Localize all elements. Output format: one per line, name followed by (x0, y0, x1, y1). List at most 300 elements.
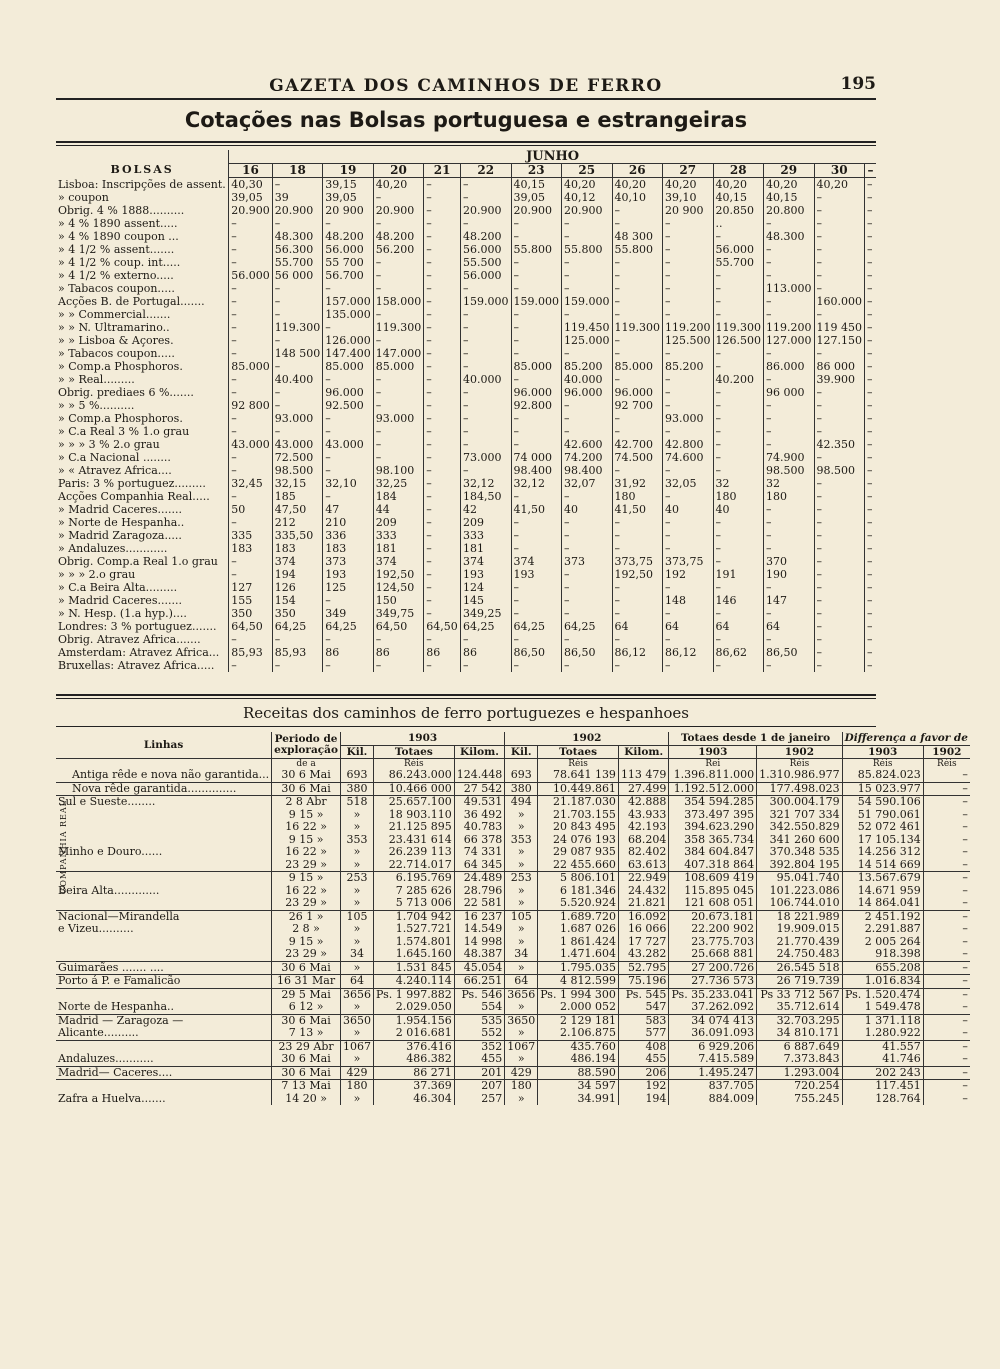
table-cell: 86 (461, 646, 512, 659)
table-cell: – (323, 425, 374, 438)
table-cell: 159.000 (511, 295, 562, 308)
table-cell: – (713, 451, 764, 464)
table-cell: 42.888 (618, 796, 669, 809)
table-cell: – (865, 191, 877, 204)
table-cell: 86.243.000 (373, 769, 454, 782)
day-header: 21 (424, 164, 461, 178)
table-cell: 150 (373, 594, 424, 607)
table-cell: – (923, 1053, 970, 1066)
table-cell: 6 12 » (272, 1001, 341, 1014)
table-cell: – (424, 659, 461, 672)
table-cell: – (511, 412, 562, 425)
table-row (56, 594, 876, 607)
table-cell: » (340, 846, 373, 859)
table-row (56, 769, 970, 782)
table-cell: 2 016.681 (373, 1027, 454, 1040)
table-cell: 350 (229, 607, 273, 620)
table-cell: 41,50 (511, 503, 562, 516)
table-cell: 39,05 (229, 191, 273, 204)
table-cell: – (663, 529, 714, 542)
table-cell: 3656 (340, 988, 373, 1001)
table-cell: 1 371.118 (842, 1014, 923, 1027)
table-row (56, 1066, 970, 1080)
table-cell: – (814, 477, 865, 490)
table-cell: 552 (454, 1027, 505, 1040)
table-cell: 32,15 (272, 477, 323, 490)
table-cell: 55.700 (272, 256, 323, 269)
table-cell: 3650 (505, 1014, 538, 1027)
table-row (56, 975, 970, 989)
table-cell: 96.000 (511, 386, 562, 399)
table-cell: 7.373.843 (757, 1053, 842, 1066)
table-cell: 193 (323, 568, 374, 581)
table-row (56, 360, 876, 373)
table-cell: – (562, 529, 613, 542)
table-cell: 159.000 (461, 295, 512, 308)
table-cell: 32,12 (511, 477, 562, 490)
table-cell: – (865, 230, 877, 243)
table-cell: 44 (373, 503, 424, 516)
table-cell: 22.200 902 (669, 923, 757, 936)
table-cell: – (612, 347, 663, 360)
table-cell: – (612, 581, 663, 594)
table-cell: 180 (764, 490, 815, 503)
table-cell: – (865, 659, 877, 672)
table-cell: 42.700 (612, 438, 663, 451)
table-cell: – (461, 633, 512, 646)
table-cell: 119.300 (713, 321, 764, 334)
col-kil-1903: Kil. (340, 745, 373, 759)
table-cell: 1.795.035 (538, 961, 619, 975)
table-cell: 63.613 (618, 859, 669, 872)
table-cell: – (511, 594, 562, 607)
table-cell: 22 581 (454, 897, 505, 910)
row-label: » 4 1/2 % externo..... (58, 269, 174, 282)
table-cell: 42.350 (814, 438, 865, 451)
table-cell: 86,50 (764, 646, 815, 659)
table-cell: – (461, 191, 512, 204)
table-cell: 27.499 (618, 782, 669, 796)
table-row (56, 334, 876, 347)
table-cell: 9 15 » (272, 809, 341, 822)
table-cell: 2 451.192 (842, 910, 923, 923)
table-row (56, 821, 970, 834)
table-cell: 48.300 (764, 230, 815, 243)
table-cell: – (229, 555, 273, 568)
table-cell: 64,25 (272, 620, 323, 633)
bolsas-col-label: BOLSAS (110, 162, 174, 176)
table-cell: – (865, 243, 877, 256)
table-cell: 655.208 (842, 961, 923, 975)
table-cell: – (663, 659, 714, 672)
table-cell: 55 700 (323, 256, 374, 269)
table-cell: 20.900 (562, 204, 613, 217)
table-cell: 74.500 (612, 451, 663, 464)
table-cell: – (562, 230, 613, 243)
row-label: Amsterdam: Atravez Africa... (58, 646, 220, 659)
table-cell: 918.398 (842, 948, 923, 961)
row-label: » » Lisboa & Açores. (58, 334, 174, 347)
table-cell: 192,50 (612, 568, 663, 581)
table-row (56, 1014, 970, 1027)
table-row (56, 425, 876, 438)
table-cell: 126 (272, 581, 323, 594)
table-cell: – (461, 308, 512, 321)
table-cell: – (323, 451, 374, 464)
table-cell: 36 492 (454, 809, 505, 822)
table-cell: – (373, 308, 424, 321)
table-cell: 14.256 312 (842, 846, 923, 859)
table-cell: – (713, 360, 764, 373)
table-cell: 64,50 (373, 620, 424, 633)
table-cell: 119 450 (814, 321, 865, 334)
table-cell: – (229, 334, 273, 347)
table-cell: – (865, 646, 877, 659)
table-cell: – (424, 594, 461, 607)
table-cell: – (373, 191, 424, 204)
table-cell: – (323, 412, 374, 425)
table-cell: 86.000 (764, 360, 815, 373)
table-cell: 184,50 (461, 490, 512, 503)
table-cell: – (424, 568, 461, 581)
table-cell: – (612, 542, 663, 555)
unit-reis-diff-1903: Réis (842, 759, 923, 770)
line-name: e Vizeu.......... (58, 923, 134, 935)
line-name: Nova rêde garantida.............. (56, 782, 272, 796)
table-cell: 349 (323, 607, 374, 620)
table-row (56, 243, 876, 256)
table-cell: – (562, 516, 613, 529)
table-cell: 184 (373, 490, 424, 503)
table-cell: – (323, 217, 374, 230)
table-cell: 56.700 (323, 269, 374, 282)
row-label: » 4 1/2 % coup. int..... (58, 256, 181, 269)
table-cell: – (814, 204, 865, 217)
table-cell: 1.954.156 (373, 1014, 454, 1027)
line-name: Sul e Sueste........ (56, 796, 272, 809)
table-cell: 39,10 (663, 191, 714, 204)
row-label: » Tabacos coupon..... (58, 347, 175, 360)
day-header: 23 (511, 164, 562, 178)
table-cell: 37.369 (373, 1080, 454, 1093)
table-cell: – (923, 821, 970, 834)
col-kil-1902: Kil. (505, 745, 538, 759)
publication-title: GAZETA DOS CAMINHOS DE FERRO (269, 76, 663, 96)
table-cell: – (511, 230, 562, 243)
line-name (56, 897, 272, 910)
table-row (56, 620, 876, 633)
table-cell: – (923, 1066, 970, 1080)
table-cell: .. (713, 217, 764, 230)
table-cell: – (713, 295, 764, 308)
table-cell: – (663, 282, 714, 295)
table-cell: 16 237 (454, 910, 505, 923)
table-cell: 40,20 (562, 178, 613, 192)
day-header: 29 (764, 164, 815, 178)
table-cell: 117.451 (842, 1080, 923, 1093)
table-cell: 88.590 (538, 1066, 619, 1080)
table-cell: – (814, 347, 865, 360)
table-cell: – (923, 923, 970, 936)
col-1903: 1903 (340, 732, 504, 745)
table-cell: 376.416 (373, 1040, 454, 1053)
table-cell: – (865, 490, 877, 503)
table-cell: 66 378 (454, 834, 505, 847)
table-cell: – (424, 282, 461, 295)
table-row (56, 936, 970, 949)
table-cell: 51 790.061 (842, 809, 923, 822)
line-name (56, 834, 272, 847)
table-cell: 180 (505, 1080, 538, 1093)
table-cell: 185 (272, 490, 323, 503)
table-cell: 349,75 (373, 607, 424, 620)
table-cell: – (923, 910, 970, 923)
day-header: 28 (713, 164, 764, 178)
divider (56, 145, 876, 146)
col-linhas: Linhas (56, 732, 272, 759)
table-cell: 353 (505, 834, 538, 847)
line-name: Madrid — Zaragoza — (56, 1014, 272, 1027)
table-cell: – (562, 282, 613, 295)
table-row (56, 373, 876, 386)
table-row (56, 295, 876, 308)
table-cell: » (340, 897, 373, 910)
table-cell: 39,05 (511, 191, 562, 204)
table-cell: – (865, 451, 877, 464)
table-cell: 181 (373, 542, 424, 555)
table-cell: 34 810.171 (757, 1027, 842, 1040)
table-cell: 20.900 (511, 204, 562, 217)
table-cell: – (272, 386, 323, 399)
table-cell: – (814, 399, 865, 412)
table-cell: – (323, 633, 374, 646)
table-cell: 1.293.004 (757, 1066, 842, 1080)
table-cell: 13.567.679 (842, 872, 923, 885)
table-cell: 14 20 » (272, 1093, 341, 1106)
table-cell: 20.900 (272, 204, 323, 217)
table-cell: 47,50 (272, 503, 323, 516)
table-cell: – (764, 633, 815, 646)
table-cell: – (562, 490, 613, 503)
table-row (56, 872, 970, 885)
table-cell: – (373, 438, 424, 451)
table-cell: 43.933 (618, 809, 669, 822)
table-cell: 49.531 (454, 796, 505, 809)
table-cell: 47 (323, 503, 374, 516)
table-cell: – (424, 529, 461, 542)
table-row (56, 477, 876, 490)
line-name (56, 1040, 272, 1053)
table-cell: » (340, 936, 373, 949)
table-cell: 55.700 (713, 256, 764, 269)
table-cell: – (323, 659, 374, 672)
table-cell: 125 (323, 581, 374, 594)
table-cell: 86,62 (713, 646, 764, 659)
table-cell: 56.200 (373, 243, 424, 256)
table-cell: 209 (373, 516, 424, 529)
table-row (56, 438, 876, 451)
table-cell: 2 005 264 (842, 936, 923, 949)
table-cell: – (814, 529, 865, 542)
table-cell: – (865, 308, 877, 321)
table-cell: 135.000 (323, 308, 374, 321)
table-cell: – (663, 347, 714, 360)
table-cell: – (865, 269, 877, 282)
table-cell: 20 843 495 (538, 821, 619, 834)
table-cell: 336 (323, 529, 374, 542)
table-row (56, 230, 876, 243)
table-cell: 96.000 (562, 386, 613, 399)
table-cell: » (505, 821, 538, 834)
table-cell: 78.641 139 (538, 769, 619, 782)
day-header: 25 (562, 164, 613, 178)
table-cell: – (612, 594, 663, 607)
table-cell: 2.029.050 (373, 1001, 454, 1014)
table-cell: 119.450 (562, 321, 613, 334)
table-cell: – (461, 659, 512, 672)
table-cell: – (713, 399, 764, 412)
table-cell: 56.000 (461, 243, 512, 256)
table-cell: – (612, 464, 663, 477)
table-cell: 85.000 (612, 360, 663, 373)
table-row (56, 451, 876, 464)
page-header (56, 74, 876, 100)
table-cell: – (229, 516, 273, 529)
table-cell: 1.689.720 (538, 910, 619, 923)
table-cell: 98.400 (511, 464, 562, 477)
table-cell: 30 6 Mai (272, 1014, 341, 1027)
table-cell: 429 (340, 1066, 373, 1080)
table-cell: 56.000 (323, 243, 374, 256)
table-cell: – (923, 1027, 970, 1040)
table-cell: 40.000 (562, 373, 613, 386)
table-cell: – (814, 659, 865, 672)
table-cell: – (424, 399, 461, 412)
table-cell: – (865, 321, 877, 334)
table-cell: 98.500 (814, 464, 865, 477)
table-cell: 32,05 (663, 477, 714, 490)
table-cell: » (505, 1001, 538, 1014)
table-cell: 7 13 » (272, 1027, 341, 1040)
table-cell: 1.280.922 (842, 1027, 923, 1040)
table-row (56, 399, 876, 412)
table-row (56, 834, 970, 847)
table-cell: – (424, 217, 461, 230)
table-cell: – (612, 659, 663, 672)
table-cell: – (612, 204, 663, 217)
table-cell: 40.783 (454, 821, 505, 834)
table-cell: – (865, 217, 877, 230)
line-name (56, 948, 272, 961)
table-cell: – (424, 412, 461, 425)
table-cell: – (272, 399, 323, 412)
table-row (56, 217, 876, 230)
unit-reis-1903: Réis (373, 759, 454, 770)
day-header: 19 (323, 164, 374, 178)
table-cell: 341 260 600 (757, 834, 842, 847)
table-row (56, 269, 876, 282)
table-cell: 74.900 (764, 451, 815, 464)
table-row (56, 1053, 970, 1066)
table-cell: 455 (454, 1053, 505, 1066)
table-row (56, 1093, 970, 1106)
table-cell: 105 (505, 910, 538, 923)
table-cell: – (272, 178, 323, 192)
table-cell: – (511, 529, 562, 542)
table-row (56, 796, 970, 809)
table-cell: – (612, 282, 663, 295)
table-cell: – (424, 503, 461, 516)
table-cell: – (865, 373, 877, 386)
table-cell: 16 22 » (272, 885, 341, 898)
table-cell: 119.200 (764, 321, 815, 334)
table-cell: 14.549 (454, 923, 505, 936)
table-cell: 125.500 (663, 334, 714, 347)
day-header: 18 (272, 164, 323, 178)
table-cell: – (424, 425, 461, 438)
table-cell: – (923, 846, 970, 859)
table-cell: – (865, 256, 877, 269)
table-cell: » (505, 1027, 538, 1040)
table-cell: – (923, 782, 970, 796)
row-label: » » » 2.o grau (58, 568, 136, 581)
table-cell: 48.200 (373, 230, 424, 243)
row-label: » » 5 %.......... (58, 399, 135, 412)
row-label: » » Commercial....... (58, 308, 171, 321)
table-cell: – (663, 464, 714, 477)
table-cell: Ps. 546 (454, 988, 505, 1001)
table-cell: 210 (323, 516, 374, 529)
table-cell: 55.800 (562, 243, 613, 256)
table-cell: 1.192.512.000 (669, 782, 757, 796)
table-cell: – (373, 451, 424, 464)
table-cell: – (562, 633, 613, 646)
table-cell: 30 6 Mai (272, 1053, 341, 1066)
table-row (56, 988, 970, 1001)
table-cell: » (505, 1053, 538, 1066)
table-cell: – (663, 256, 714, 269)
table-cell: – (229, 282, 273, 295)
table-cell: 22.714.017 (373, 859, 454, 872)
table-cell: 486.382 (373, 1053, 454, 1066)
table-cell: – (373, 373, 424, 386)
table-cell: 333 (373, 529, 424, 542)
table-cell: – (814, 568, 865, 581)
table-cell: 127.150 (814, 334, 865, 347)
table-cell: – (511, 308, 562, 321)
table-cell: 194 (618, 1093, 669, 1106)
table-cell: » (505, 936, 538, 949)
table-cell: – (424, 178, 461, 192)
table-cell: 3656 (505, 988, 538, 1001)
table-cell: 181 (461, 542, 512, 555)
table-cell: 1067 (505, 1040, 538, 1053)
table-cell: 27 200.726 (669, 961, 757, 975)
table-cell: 6.195.769 (373, 872, 454, 885)
table-row (56, 542, 876, 555)
table-cell: 74.600 (663, 451, 714, 464)
table-cell: – (764, 269, 815, 282)
table-cell: 394.623.290 (669, 821, 757, 834)
table-cell: 34.991 (538, 1093, 619, 1106)
table-cell: 2 129 181 (538, 1014, 619, 1027)
table-cell: – (612, 529, 663, 542)
table-cell: – (229, 256, 273, 269)
table-cell: – (511, 607, 562, 620)
col-totaes-1903: Totaes (373, 745, 454, 759)
table-cell: 93.000 (373, 412, 424, 425)
table-cell: 180 (612, 490, 663, 503)
